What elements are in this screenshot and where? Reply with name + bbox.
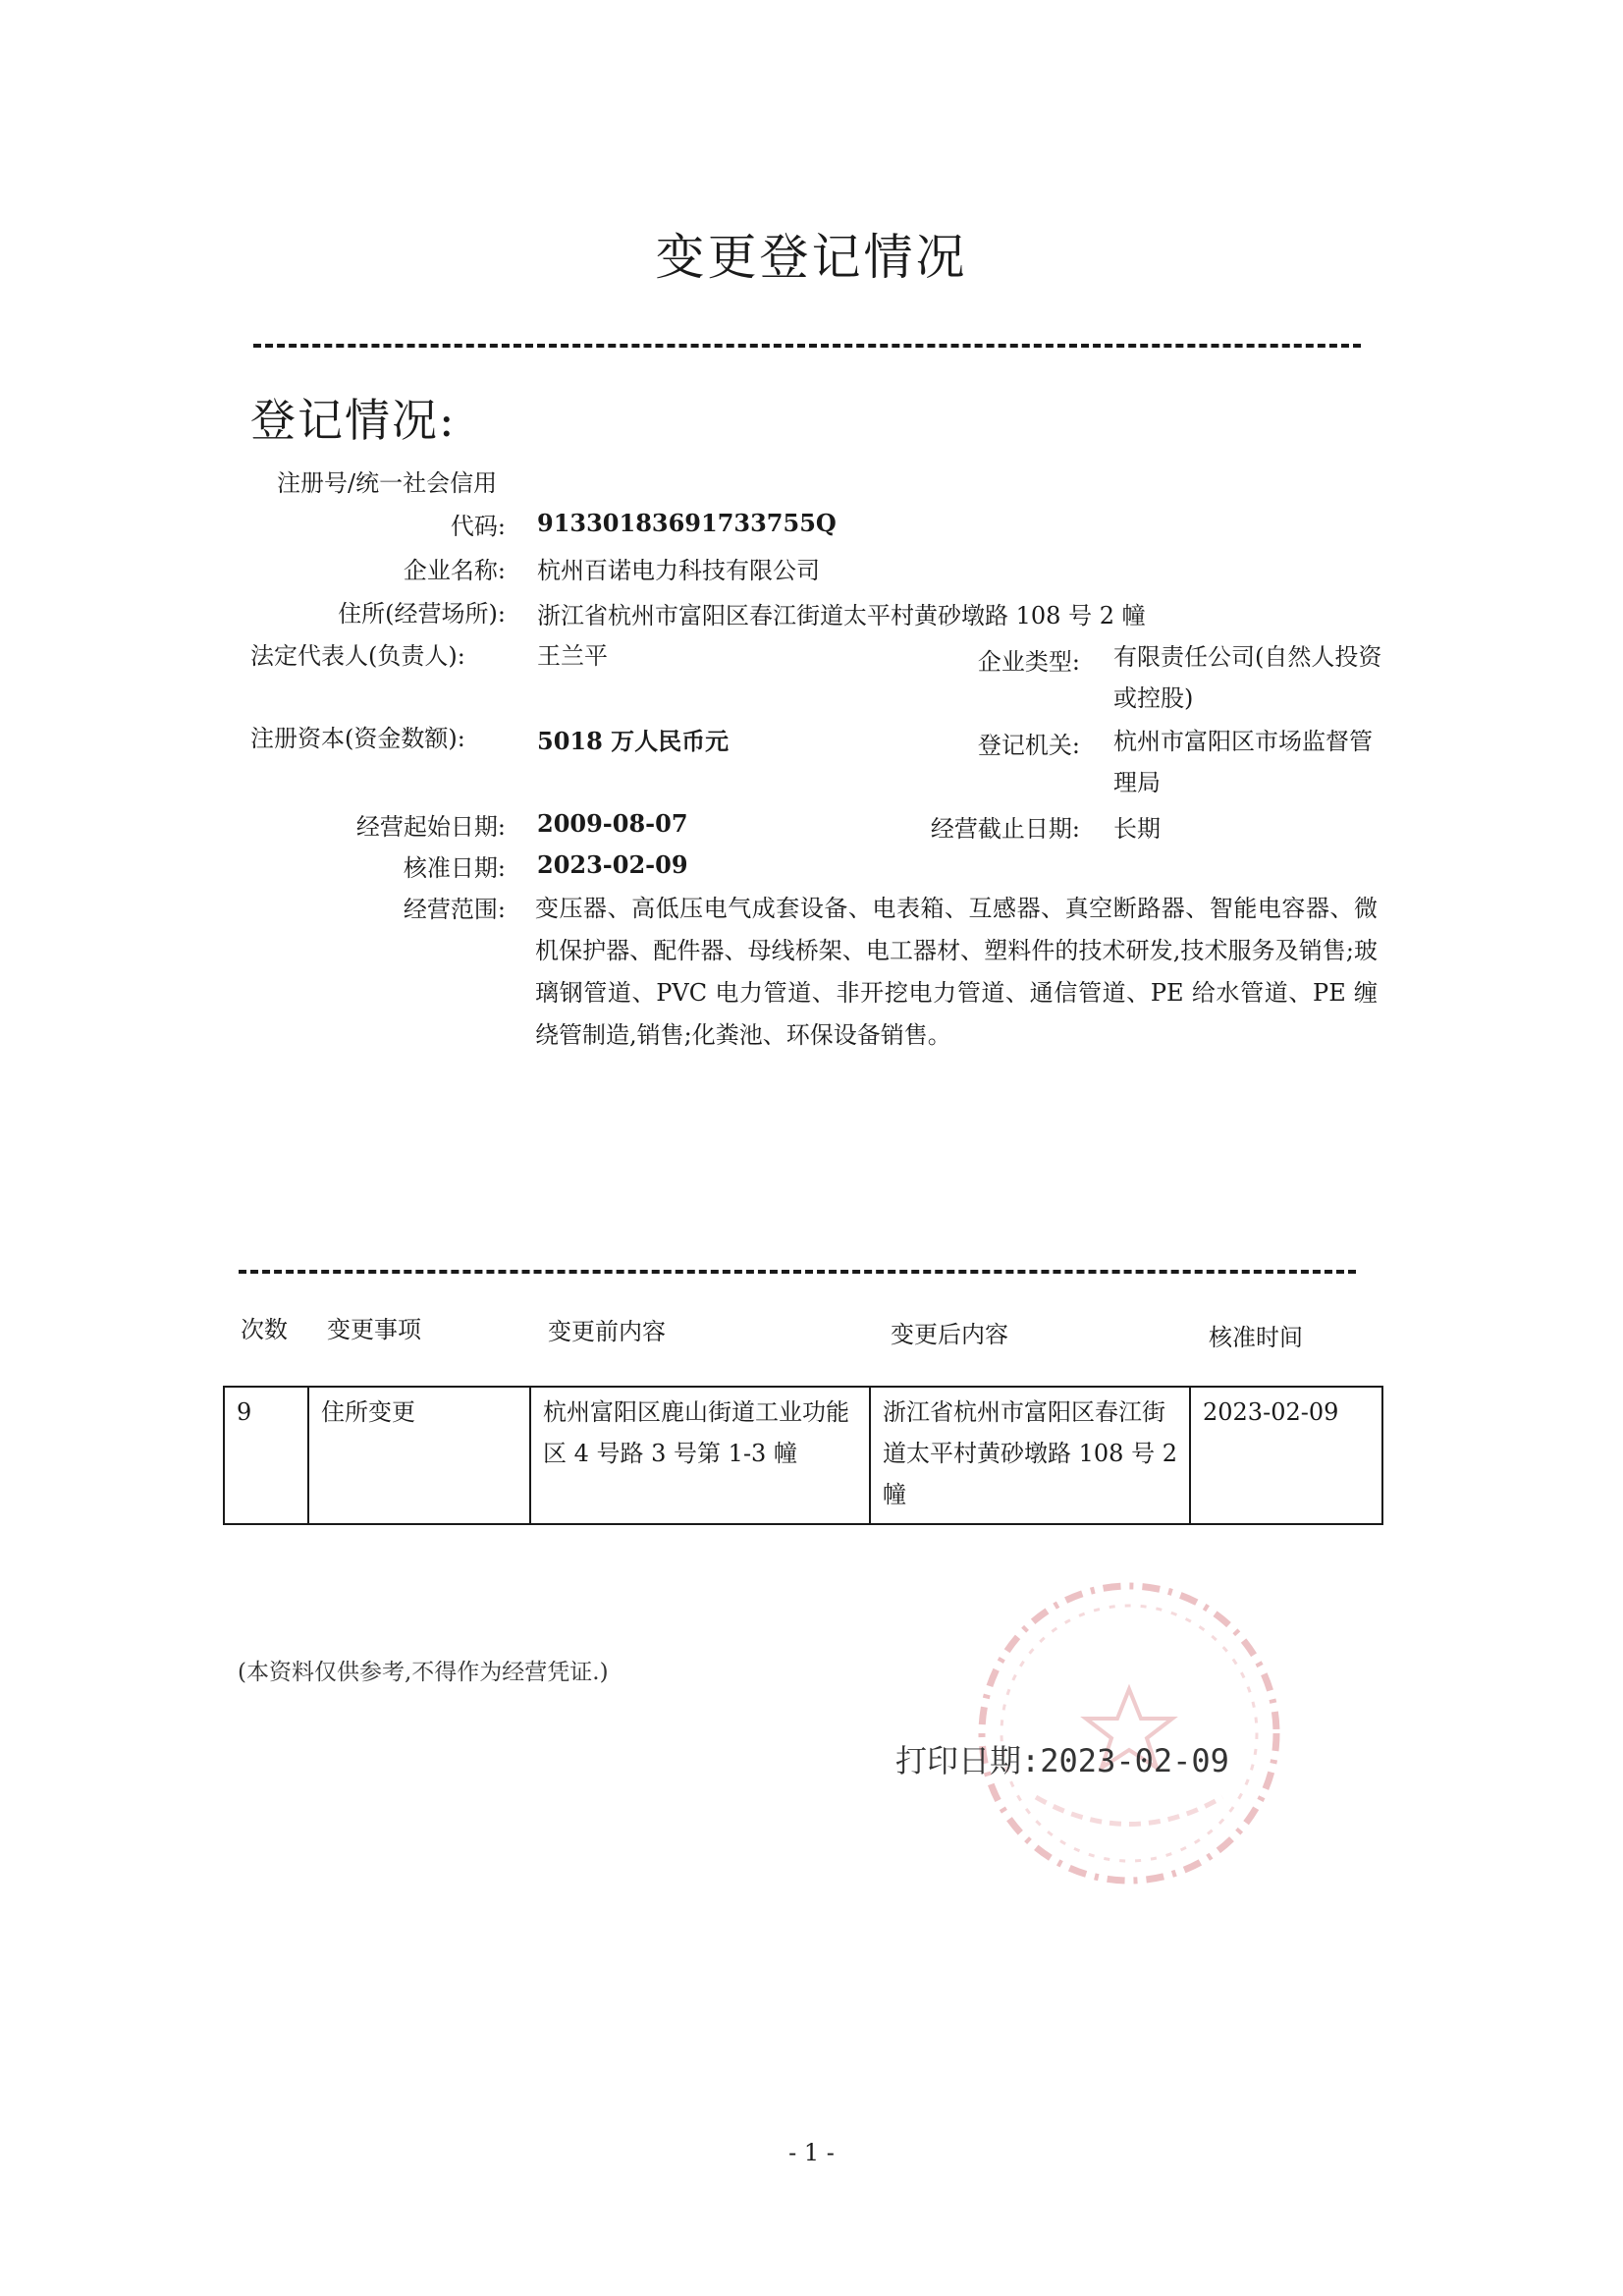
address-value: 浙江省杭州市富阳区春江街道太平村黄砂墩路 108 号 2 幢 [537, 602, 1146, 629]
reference-note: (本资料仅供参考,不得作为经营凭证.) [238, 1660, 609, 1685]
capital-label: 注册资本(资金数额): [250, 725, 465, 752]
page-number: - 1 - [788, 2139, 835, 2166]
header-before: 变更前内容 [548, 1318, 666, 1345]
cell-no: 9 [224, 1387, 308, 1524]
company-name-label: 企业名称: [403, 557, 506, 584]
change-table [223, 1386, 1383, 1525]
end-date-value: 长期 [1113, 815, 1161, 843]
authority-value: 杭州市富阳区市场监督管理局 [1113, 728, 1373, 796]
code-label-line1: 注册号/统一社会信用 [277, 469, 498, 497]
approval-date-value: 2023-02-09 [537, 850, 688, 879]
cell-date: 2023-02-09 [1190, 1387, 1382, 1524]
approval-date-label: 核准日期: [403, 854, 506, 882]
cell-before: 杭州富阳区鹿山街道工业功能区 4 号路 3 号第 1-3 幢 [530, 1387, 870, 1524]
legal-rep-value: 王兰平 [537, 642, 608, 670]
header-after: 变更后内容 [891, 1321, 1008, 1348]
cell-item: 住所变更 [308, 1387, 530, 1524]
header-no: 次数 [241, 1316, 288, 1343]
scope-value: 变压器、高低压电气成套设备、电表箱、互感器、真空断路器、智能电容器、微机保护器、配件器、母线桥架、电工器材、塑料件的技术研发,技术服务及销售;玻璃钢管道、PVC 电力管道、非开挖电力管道、通信管道、PE 给水管道、PE 缠绕管制造,销售;化粪池、环保设备销售。 [535, 895, 1378, 1049]
end-date-label: 经营截止日期: [930, 815, 1080, 843]
legal-rep-label: 法定代表人(负责人): [250, 642, 465, 670]
page-title: 变更登记情况 [655, 229, 968, 286]
start-date-label: 经营起始日期: [355, 813, 506, 841]
company-type-label: 企业类型: [977, 648, 1080, 676]
scope-label: 经营范围: [403, 896, 506, 923]
start-date-value: 2009-08-07 [537, 809, 688, 838]
cell-after: 浙江省杭州市富阳区春江街道太平村黄砂墩路 108 号 2 幢 [870, 1387, 1190, 1524]
header-item: 变更事项 [327, 1316, 421, 1343]
header-date: 核准时间 [1209, 1324, 1303, 1351]
capital-value: 5018 万人民币元 [537, 727, 730, 755]
print-date: 打印日期:2023-02-09 [895, 1742, 1229, 1779]
address-label: 住所(经营场所): [338, 600, 506, 628]
table-row [224, 1387, 1382, 1524]
company-name-value: 杭州百诺电力科技有限公司 [537, 557, 820, 584]
company-type-value: 有限责任公司(自然人投资或控股) [1113, 643, 1382, 712]
authority-label: 登记机关: [977, 732, 1080, 759]
official-stamp [967, 1571, 1291, 1895]
section-heading: 登记情况: [250, 394, 457, 447]
divider-top [253, 344, 1361, 348]
code-value: 91330183691733755Q [537, 509, 837, 537]
divider-bottom [239, 1270, 1356, 1274]
code-label: 代码: [450, 513, 506, 540]
